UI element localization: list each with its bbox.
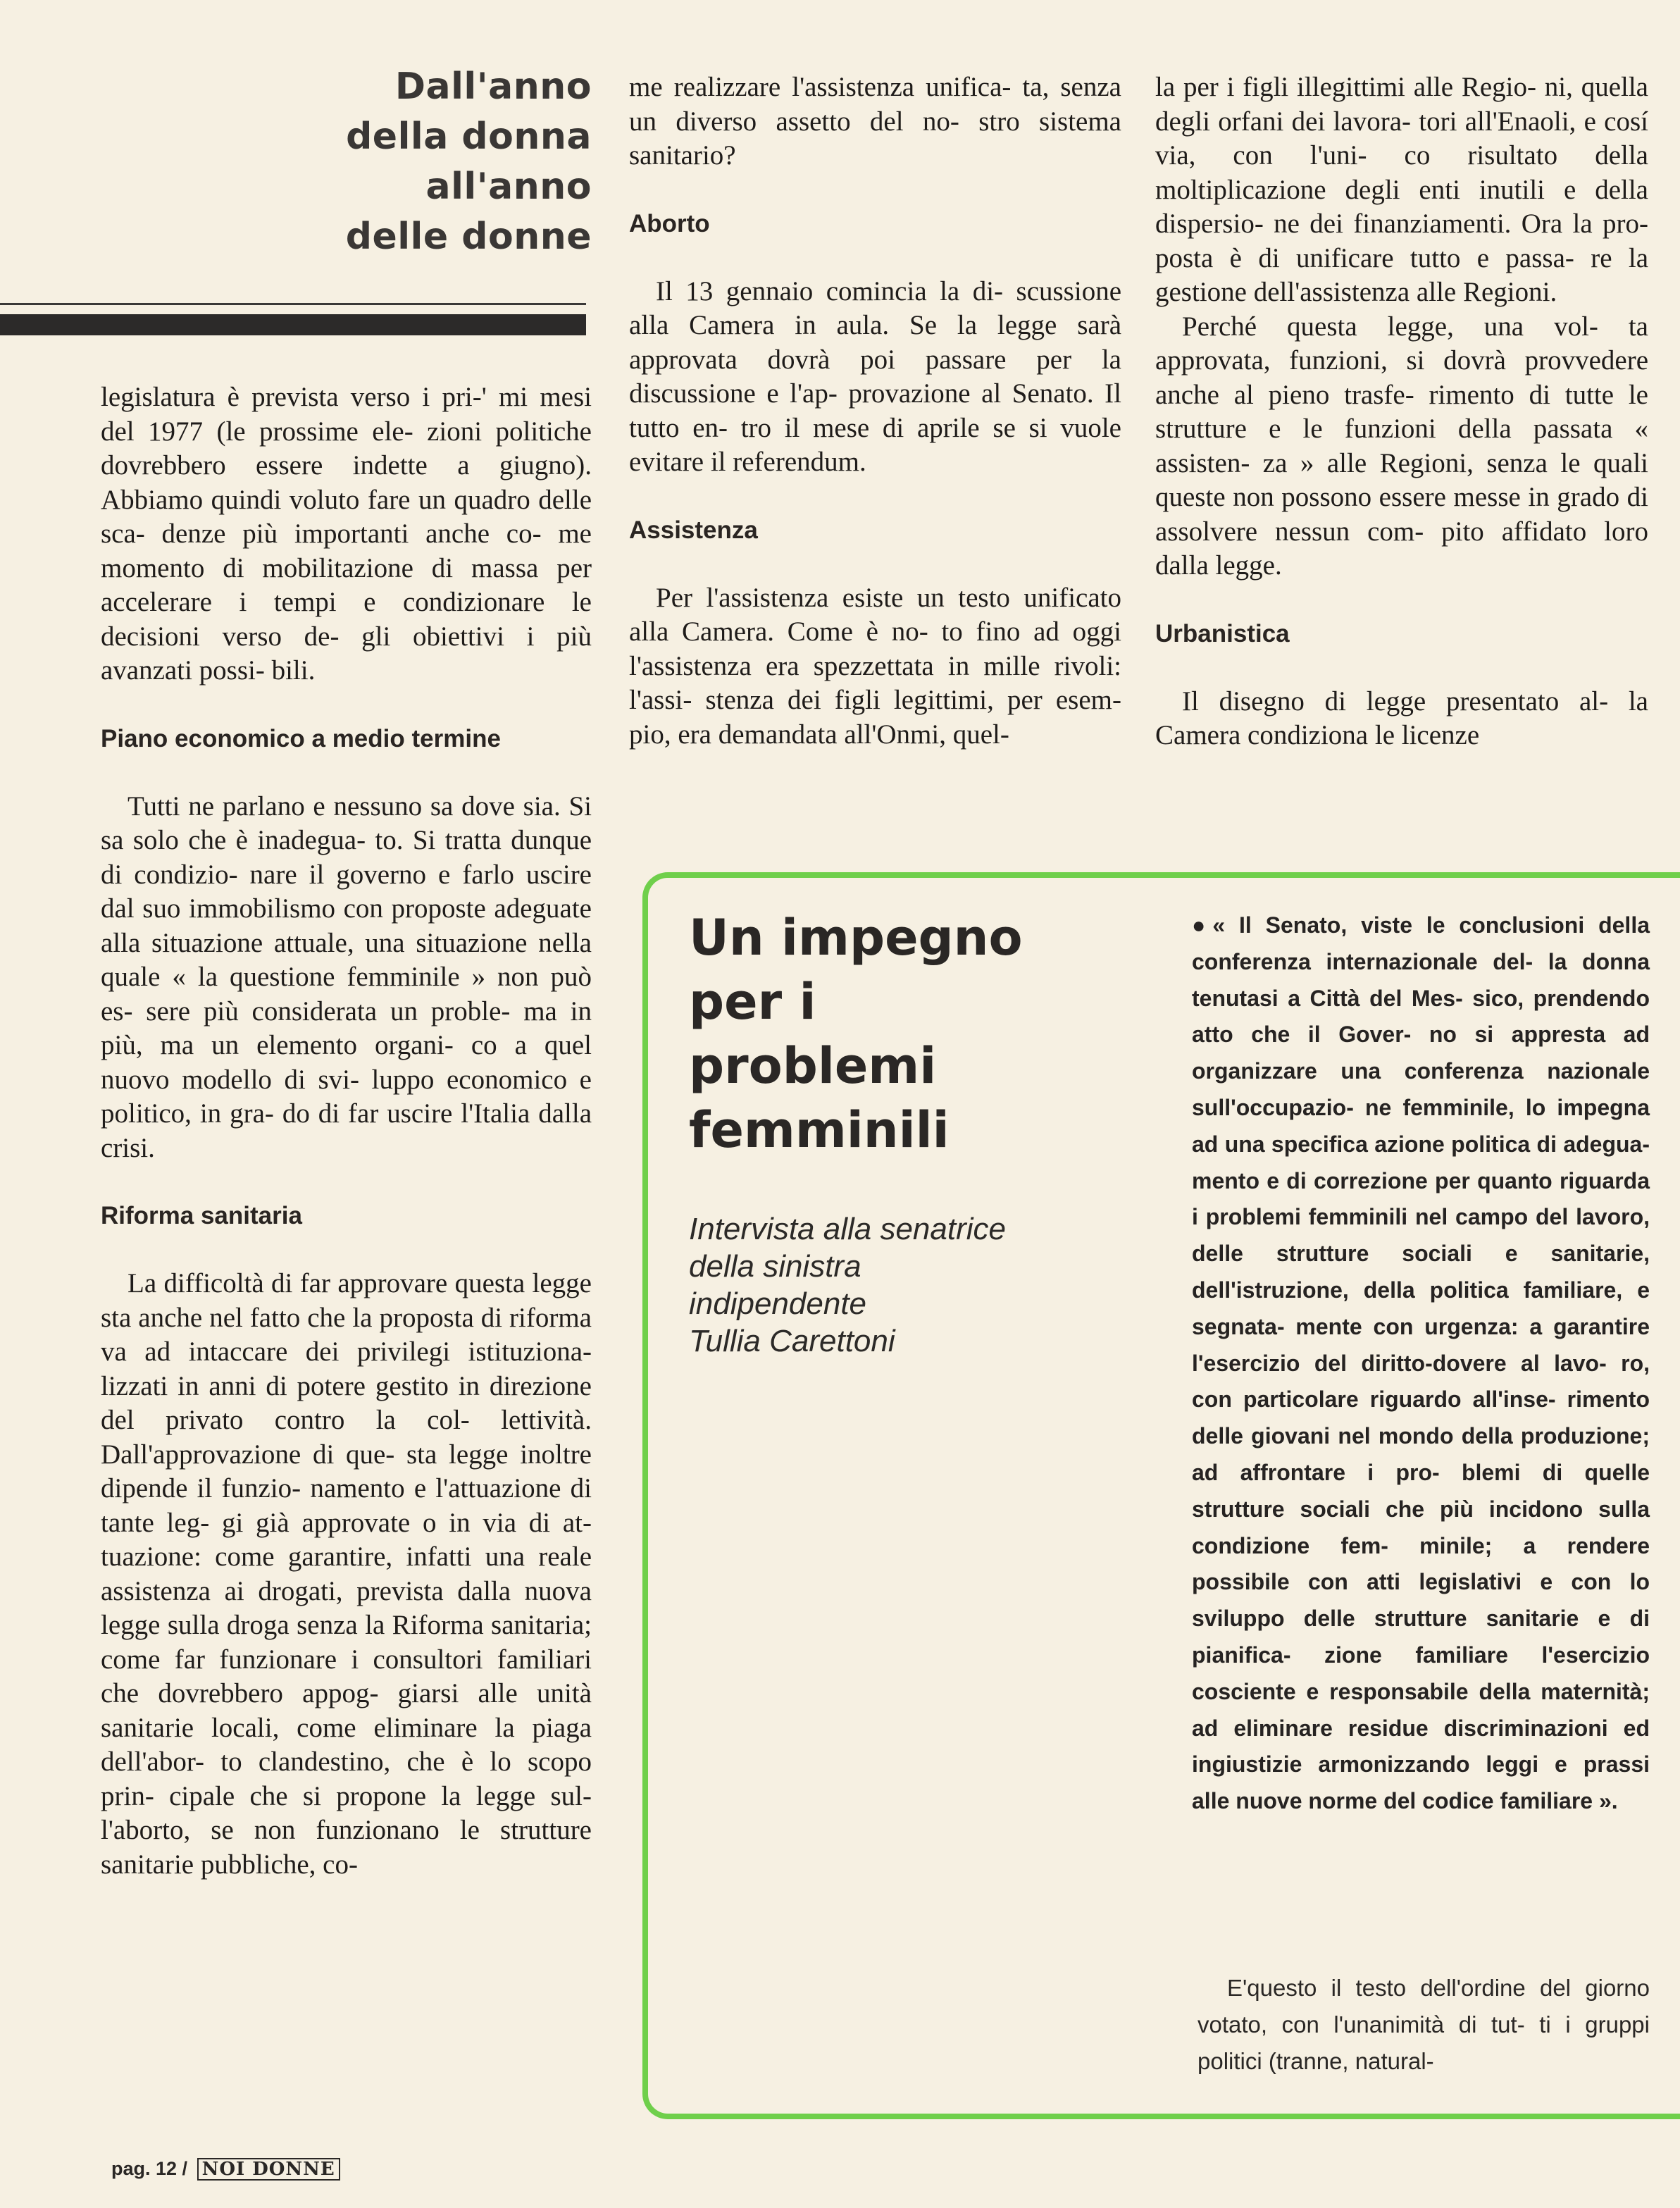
page-number: pag. 12 / [111, 2158, 188, 2179]
box-subtitle-line: indipendente [689, 1286, 867, 1321]
paragraph: Il 13 gennaio comincia la di- scussione alla Camera in aula. Se la legge sarà approvata dovrà poi passare per la discussione e l'ap- provazione al Senato. Il tutto en- tro il mese di aprile se si vuole evitare il referendum. [629, 275, 1121, 477]
paragraph: Perché questa legge, una vol- ta approvata, funzioni, si dovrà provvedere anche al pieno trasfe- rimento di tutte le strutture e le funzioni della passata « assisten- za » alle Regioni, senza le quali queste non possono essere messe in grado di assolvere nessun com- pito affidato loro dalla legge. [1155, 311, 1648, 581]
paragraph: La difficoltà di far approvare questa legge sta anche nel fatto che la proposta di riforma va ad intaccare dei privilegi istituziona- lizzati in anni di potere gestito in direzione del privato contro la col- lettività. Dall'approvazione di que- sta legge inoltre dipende il funzio- namento e l'attuazione di tante leg- gi già approvate o in via di at- tuazione: come garantire, infatti una reale assistenza ai drogati, prevista dalla nuova legge sulla droga senza la Riforma sanitaria; come far funzionare i consultori familiari che dovrebbero appog- giarsi alle unità sanitarie locali, come eliminare la piaga dell'abor- to clandestino, che è lo scopo prin- cipale che si propone la legge sul- l'aborto, se non funzionano le strutture sanitarie pubbliche, co- [101, 1268, 592, 1880]
box-title-line: problemi [689, 1037, 937, 1095]
text-column-3 [1155, 70, 1648, 753]
section-heading-riforma: Riforma sanitaria [101, 1202, 302, 1229]
box-subtitle-line: Intervista alla senatrice [689, 1212, 1006, 1246]
box-subtitle-line: della sinistra [689, 1249, 861, 1284]
quote-text: « Il Senato, viste le conclusioni della conferenza internazionale del- la donna tenutasi a Città del Mes- sico, prendendo atto che il Gover- no si appresta ad organizzare una conferenza nazionale sull'occupazio- ne femminile, lo impegna ad una specifica azione politica di adegua- mento e di correzione per quanto riguarda i problemi femminili nel campo del lavoro, delle strutture sociali e sanitarie, dell'istruzione, della politica familiare, e segnata- mente con urgenza: a garantire l'esercizio del diritto-dovere al lavo- ro, con particolare riguardo all'inse- rimento delle giovani nel mondo della produzione; ad affrontare i pro- blemi di quelle strutture sociali che più incidono sulla condizione fem- minile; a rendere possibile con atti legislativi e con lo sviluppo delle strutture sanitarie e di pianifica- zione familiare l'esercizio cosciente e responsabile della maternità; ad eliminare residue discriminazioni ed ingiustizie armonizzando leggi e prassi alle nuove norme del codice familiare ». [1192, 912, 1650, 1814]
paragraph: la per i figli illegittimi alle Regio- ni, quella degli orfani dei lavora- tori all'Enaoli, e cosí via, con l'uni- co risultato della moltiplicazione degli enti inutili e della dispersio- ne dei finanziamenti. Ora la pro- posta è di unificare tutto e passa- re la gestione dell'assistenza alle Regioni. [1155, 72, 1648, 307]
box-title-line: Un impegno [689, 909, 1023, 967]
box-title [689, 906, 1112, 1162]
magazine-logo: NOI DONNE [197, 2158, 340, 2181]
paragraph: legislatura è prevista verso i pri-' mi mesi del 1977 (le prossime ele- zioni politiche dovrebbero essere indette a giugno). Abbiamo quindi voluto fare un quadro delle sca- denze più importanti anche co- me momento di mobilitazione di massa per accelerare i tempi e condizionare le decisioni verso de- gli obiettivi i più avanzati possi- bili. [101, 382, 592, 686]
section-heading-urbanistica: Urbanistica [1155, 619, 1290, 647]
page-footer [111, 2157, 340, 2181]
section-heading-aborto: Aborto [629, 209, 710, 237]
box-title-line: femminili [689, 1101, 950, 1159]
headline-line: della donna [346, 116, 592, 158]
paragraph: Tutti ne parlano e nessuno sa dove sia. Si sa solo che è inadegua- to. Si tratta dunque di condizio- nare il governo e farlo uscire dal suo immobilismo con proposte adeguate alla situazione attuale, una situazione nella quale « la questione femminile » non può es- sere più considerata un proble- ma in più, ma un elemento organi- co a quel nuovo modello di svi- luppo economico e politico, in gra- do di far uscire l'Italia dalla crisi. [101, 790, 592, 1163]
header-rule-thin [0, 303, 586, 305]
paragraph: me realizzare l'assistenza unifica- ta, senza un diverso assetto del no- stro sistema sanitario? [629, 72, 1121, 170]
header-rule-thick [0, 314, 586, 335]
paragraph: Il disegno di legge presentato al- la Camera condiziona le licenze [1155, 686, 1648, 750]
text-column-1 [101, 380, 592, 1882]
article-headline [282, 62, 592, 262]
text-column-2 [629, 70, 1121, 752]
box-title-line: per i [689, 973, 816, 1031]
section-heading-piano: Piano economico a medio termine [101, 724, 501, 752]
headline-line: all'anno [425, 166, 592, 208]
headline-line: Dall'anno [394, 66, 592, 108]
box-subtitle [689, 1210, 1126, 1360]
paragraph: Per l'assistenza esiste un testo unificato alla Camera. Come è no- to fino ad oggi l'assistenza era spezzettata in mille rivoli: l'assi- stenza dei figli legittimi, per esem- pio, era demandata all'Onmi, quel- [629, 582, 1121, 750]
box-paragraph: E'questo il testo dell'ordine del giorno votato, con l'unanimità di tut- ti i gruppi politici (tranne, natural- [1197, 1975, 1650, 2074]
box-subtitle-line: Tullia Carettoni [689, 1324, 895, 1358]
section-heading-assistenza: Assistenza [629, 516, 758, 544]
headline-line: delle donne [345, 216, 592, 258]
box-quote [1192, 907, 1650, 1820]
bullet-icon: ● [1192, 912, 1206, 938]
